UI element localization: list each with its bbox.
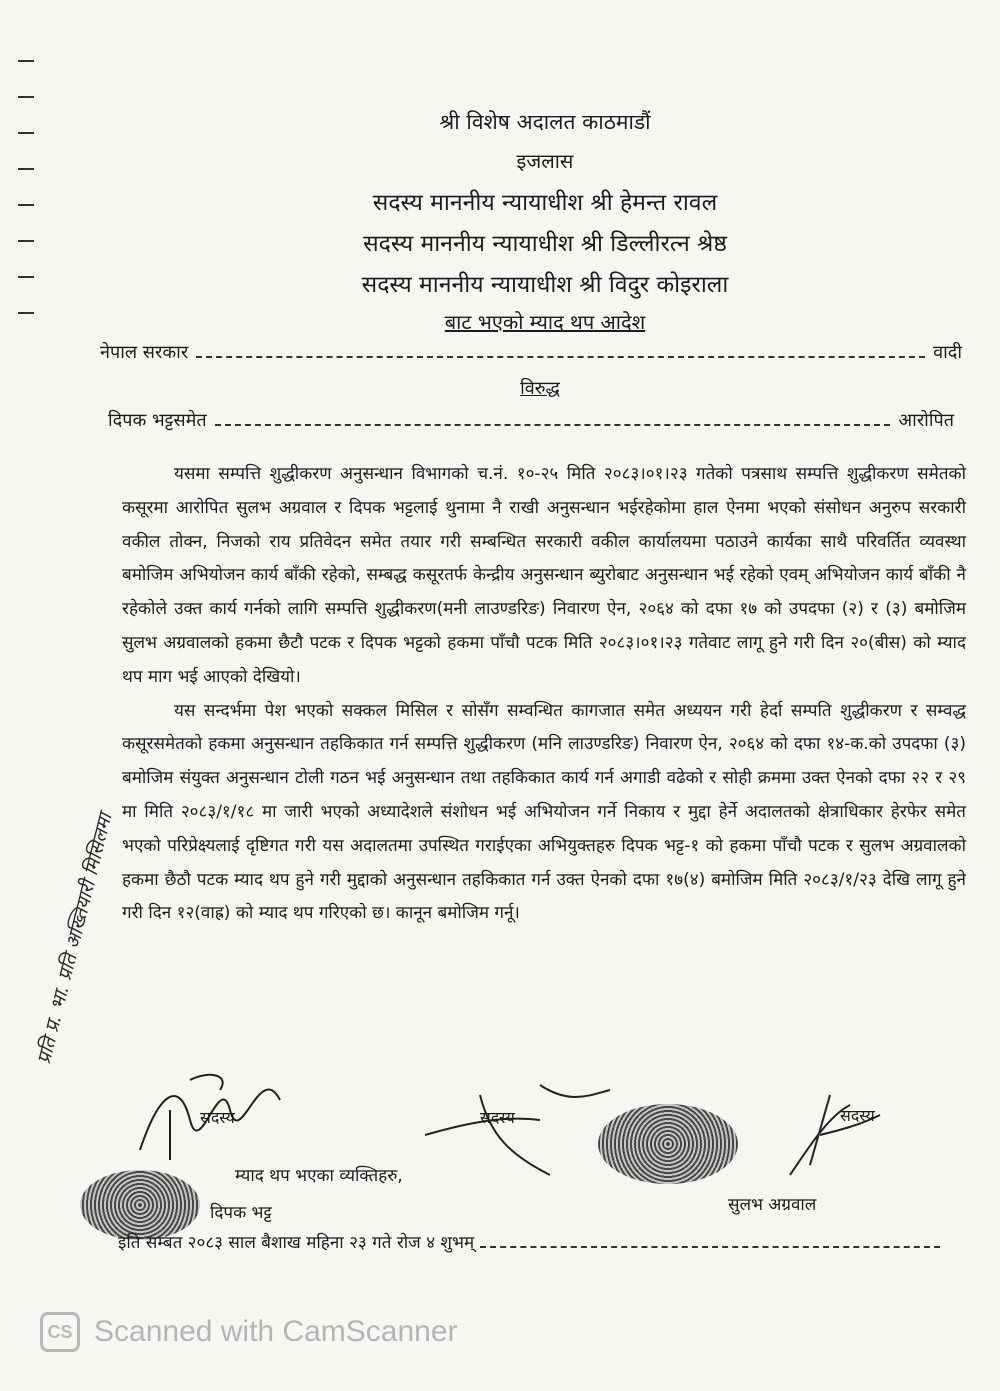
plaintiff-role: वादी <box>933 342 962 363</box>
judge-3: सदस्य माननीय न्यायाधीश श्री विदुर कोइराला <box>361 272 729 298</box>
camscanner-watermark <box>40 1312 458 1352</box>
court-name: श्री विशेष अदालत काठमाडौं <box>439 110 651 134</box>
camscanner-text: Scanned with CamScanner <box>94 1315 458 1348</box>
judge-1: सदस्य माननीय न्यायाधीश श्री हेमन्त रावल <box>372 190 718 216</box>
dashed-leader <box>480 1236 940 1248</box>
handwritten-margin-note: प्रति प्र. भा. प्रति अख्तियारी मिसिलमा <box>32 811 117 1067</box>
person-1-name: दिपक भट्ट <box>210 1203 272 1223</box>
dashed-leader <box>196 346 925 358</box>
footer-date-text: इति सम्बत २०८३ साल बैशाख महिना २३ गते रोज ४ शुभम् <box>118 1233 475 1253</box>
paragraph-1: यसमा सम्पत्ति शुद्धीकरण अनुसन्धान विभागको च.नं. १०-२५ मिति २०८३।०१।२३ गतेको पत्रसाथ सम्पत्ति शुद्धीकरण समेतको कसूरमा आरोपित सुलभ अग्रवाल र दिपक भट्टलाई थुनामा नै राखी अनुसन्धान भईरहेकोमा हाल ऐनमा भएको संसोधन अनुरुप सरकारी वकील तोक्न, निजको राय प्रतिवेदन समेत तयार गरी सम्बन्धित सरकारी वकील कार्यालयमा पठाउने कार्यका साथै परिवर्तित व्यवस्था बमोजिम अभियोजन कार्य बाँकी रहेको, सम्बद्ध कसूरतर्फ केन्द्रीय अनुसन्धान ब्युरोबाट अनुसन्धान भई रहेको एवम् अभियोजन कार्य बाँकी नै रहेकोले उक्त कार्य गर्नको लागि सम्पत्ति शुद्धीकरण(मनी लाउण्डरिङ) निवारण ऐन, २०६४ को दफा १७ को उपदफा (२) र (३) बमोजिम सुलभ अग्रवालको हकमा छैटौ पटक र दिपक भट्टको हकमा पाँचौ पटक मिति २०८३।०१।२३ गतेवाट लागू हुने गरी दिन २०(बीस) को म्याद थप माग भई आएको देखियो। <box>122 464 966 687</box>
thumbprint-right <box>598 1104 738 1184</box>
order-title: बाट भएको म्याद थप आदेश <box>444 310 646 334</box>
order-body <box>122 458 966 931</box>
bench-label: इजलास <box>516 149 574 173</box>
judge-2: सदस्य माननीय न्यायाधीश श्री डिल्लीरत्न श्रेष्ठ <box>363 231 727 257</box>
defendant-role: आरोपित <box>898 410 954 431</box>
plaintiff-line <box>100 340 962 364</box>
camscanner-logo: CS <box>40 1312 80 1352</box>
signature-label-3: सदस्य <box>840 1106 875 1125</box>
plaintiff-name: नेपाल सरकार <box>100 342 189 363</box>
signature-label-1: सदस्य <box>200 1108 235 1127</box>
persons-heading: म्याद थप भएका व्यक्तिहरु, <box>235 1166 403 1186</box>
order-header <box>0 108 1000 335</box>
dashed-leader <box>215 414 891 426</box>
versus-label: विरुद्ध <box>520 378 560 399</box>
defendant-line <box>108 408 954 432</box>
footer-date-line <box>118 1230 940 1253</box>
paragraph-2: यस सन्दर्भमा पेश भएको सक्कल मिसिल र सोसँग सम्वन्धित कागजात समेत अध्ययन गरी हेर्दा सम्पति शुद्धीकरण र सम्वद्ध कसूरसमेतको हकमा अनुसन्धान तहकिकात गर्न सम्पत्ति शुद्धीकरण (मनि लाउण्डरिङ) निवारण ऐन, २०६४ को दफा १४-क.को उपदफा (३) बमोजिम संयुक्त अनुसन्धान टोली गठन भई अनुसन्धान तथा तहकिकात कार्य गर्न अगाडी वढेको र सोही क्रममा उक्त ऐनको दफा २२ र २९ मा मिति २०८३/१/१८ मा जारी भएको अध्यादेशले संशोधन भई अभियोजन गर्ने निकाय र मुद्दा हेर्ने अदालतको क्षेत्राधिकार हेरफेर समेत भएको परिप्रेक्ष्यलाई दृष्टिगत गरी यस अदालतमा उपस्थित गराईएका अभियुक्तहरु दिपक भट्ट-१ को हकमा पाँचौ पटक र सुलभ अग्रवालको हकमा छैठौ पटक म्याद थप हुने गरी मुद्दाको अनुसन्धान तहकिकात गर्न उक्त ऐनको दफा १७(४) बमोजिम मिति २०८३/१/२३ देखि लागू हुने गरी दिन १२(वाह्र) को म्याद थप गरिएको छ। कानून बमोजिम गर्नू। <box>122 700 966 924</box>
person-2-name: सुलभ अग्रवाल <box>728 1195 817 1215</box>
defendant-name: दिपक भट्टसमेत <box>108 410 207 431</box>
signature-label-2: सदस्य <box>480 1108 515 1127</box>
signature-scribble-2 <box>420 1075 620 1185</box>
signature-scribble-3 <box>780 1075 900 1185</box>
